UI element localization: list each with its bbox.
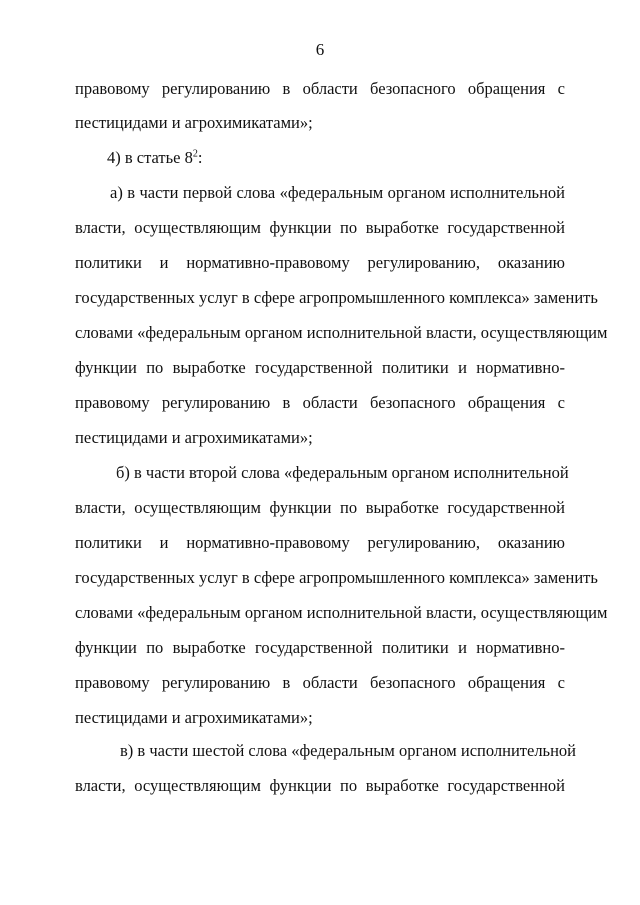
- text-line: политики и нормативно-правовому регулированию, оказанию: [75, 253, 565, 272]
- text-line: политики и нормативно-правовому регулированию, оказанию: [75, 533, 565, 552]
- text-line: б) в части второй слова «федеральным органом исполнительной: [116, 463, 569, 482]
- text-line: функции по выработке государственной политики и нормативно-: [75, 638, 565, 657]
- text-line: в) в части шестой слова «федеральным органом исполнительной: [120, 741, 576, 760]
- text-line: власти, осуществляющим функции по выработке государственной: [75, 218, 565, 237]
- text-line: правовому регулированию в области безопасного обращения с: [75, 393, 565, 412]
- text-line: государственных услуг в сфере агропромышленного комплекса» заменить: [75, 288, 598, 307]
- text-line: власти, осуществляющим функции по выработке государственной: [75, 776, 565, 795]
- page-number: 6: [315, 40, 325, 59]
- text-line: власти, осуществляющим функции по выработке государственной: [75, 498, 565, 517]
- text-line: словами «федеральным органом исполнительной власти, осуществляющим: [75, 323, 608, 342]
- text-line: пестицидами и агрохимикатами»;: [75, 113, 313, 132]
- text-line: 4) в статье 8: [107, 148, 193, 167]
- text-line: пестицидами и агрохимикатами»;: [75, 708, 313, 727]
- text-line: словами «федеральным органом исполнительной власти, осуществляющим: [75, 603, 608, 622]
- article-superscript: 2: [192, 148, 198, 160]
- text-line: правовому регулированию в области безопасного обращения с: [75, 673, 565, 692]
- text-line: пестицидами и агрохимикатами»;: [75, 428, 313, 447]
- text-line: а) в части первой слова «федеральным органом исполнительной: [110, 183, 565, 202]
- text-line: правовому регулированию в области безопасного обращения с: [75, 79, 565, 98]
- article-heading: [107, 148, 565, 168]
- article-suffix: :: [197, 148, 203, 167]
- text-line: государственных услуг в сфере агропромышленного комплекса» заменить: [75, 568, 598, 587]
- text-line: функции по выработке государственной политики и нормативно-: [75, 358, 565, 377]
